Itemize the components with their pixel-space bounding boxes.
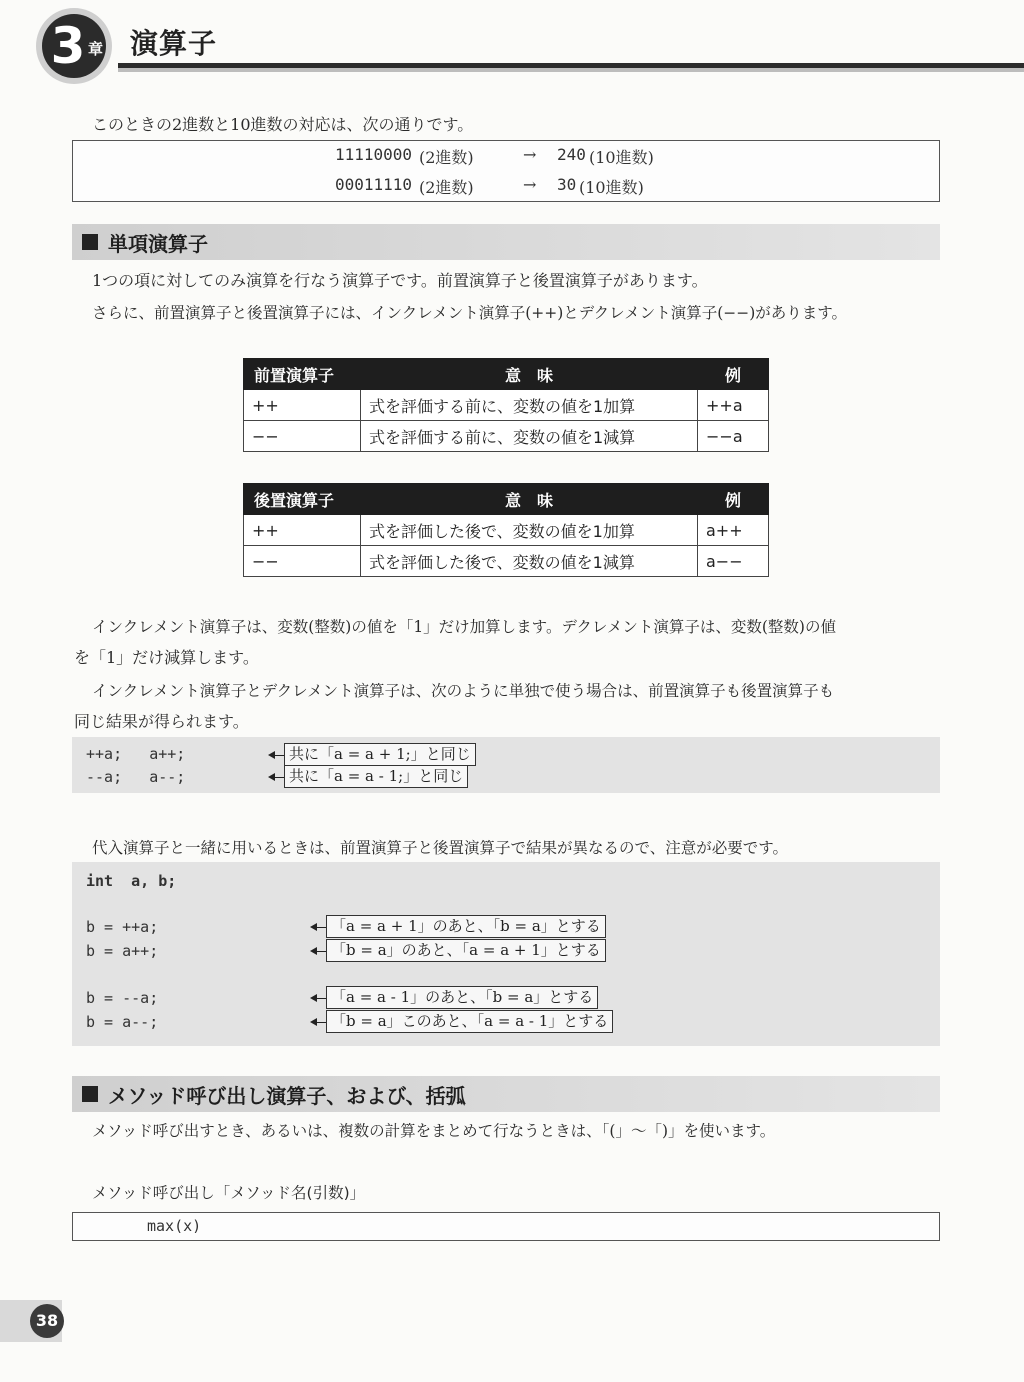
table-header: 意 味 <box>361 484 698 515</box>
chapter-number: 3 <box>50 17 86 75</box>
code-line: b = ++a; <box>86 918 159 936</box>
intro-text: このときの2進数と10進数の対応は、次の通りです。 <box>92 115 474 134</box>
code-line: b = a++; <box>86 942 159 960</box>
header-rule-shadow <box>118 68 1024 72</box>
chapter-badge <box>36 8 116 84</box>
postfix-operator-table <box>243 483 769 577</box>
arrow-left-icon <box>312 951 326 952</box>
table-row <box>244 390 769 421</box>
arrow: → <box>523 145 537 164</box>
arrow-left-icon <box>270 755 284 756</box>
binary-value: 00011110 <box>335 175 413 194</box>
section-heading-method <box>72 1076 940 1112</box>
binary-suffix: (2進数) <box>419 148 474 167</box>
decimal-value: 30 <box>557 175 577 194</box>
prefix-operator-table <box>243 358 769 452</box>
table-header: 例 <box>698 484 769 515</box>
table-cell: a++ <box>698 515 769 546</box>
bullet-square-icon <box>82 1086 98 1102</box>
bullet-square-icon <box>82 234 98 250</box>
table-cell: ++ <box>244 515 361 546</box>
table-row <box>244 515 769 546</box>
section-heading-text: 単項演算子 <box>108 232 208 256</box>
unary-paragraph-2: さらに、前置演算子と後置演算子には、インクレメント演算子(++)とデクレメント演算子(−−)があります。 <box>92 304 848 322</box>
table-row <box>244 546 769 577</box>
code-note: 「a = a - 1」のあと、「b = a」とする <box>326 986 598 1009</box>
code-note: 「a = a + 1」のあと、「b = a」とする <box>326 915 606 938</box>
method-paragraph: メソッド呼び出すとき、あるいは、複数の計算をまとめて行なうときは、「(」〜「)」を使います。 <box>92 1122 776 1140</box>
chapter-kanji: 章 <box>88 40 104 58</box>
code-line: ++a; a++; <box>86 745 186 763</box>
standalone-paragraph-line-2: 同じ結果が得られます。 <box>74 712 249 731</box>
method-label: メソッド呼び出し「メソッド名(引数)」 <box>92 1184 366 1202</box>
code-note: 「b = a」このあと、「a = a - 1」とする <box>326 1010 613 1033</box>
table-header: 前置演算子 <box>244 359 361 390</box>
arrow-left-icon <box>270 777 284 778</box>
method-code-box <box>72 1212 940 1241</box>
arrow-left-icon <box>312 998 326 999</box>
standalone-code-panel <box>72 737 940 793</box>
standalone-paragraph-line-1: インクレメント演算子とデクレメント演算子は、次のように単独で使う場合は、前置演算子も後置演算子も <box>92 682 835 700</box>
table-cell: 式を評価する前に、変数の値を1加算 <box>361 390 698 421</box>
binary-value: 11110000 <box>335 145 413 164</box>
unary-paragraph-1: 1つの項に対してのみ演算を行なう演算子です。前置演算子と後置演算子があります。 <box>92 271 708 290</box>
increment-paragraph-line-2: を「1」だけ減算します。 <box>74 648 259 667</box>
table-cell: −− <box>244 546 361 577</box>
table-cell: ++ <box>244 390 361 421</box>
table-row <box>244 421 769 452</box>
table-header-row <box>244 484 769 515</box>
binary-conversion-box <box>72 140 940 202</box>
binary-suffix: (2進数) <box>419 178 474 197</box>
table-cell: ++a <box>698 390 769 421</box>
table-header-row <box>244 359 769 390</box>
decimal-suffix: (10進数) <box>579 178 644 197</box>
table-header: 意 味 <box>361 359 698 390</box>
arrow-left-icon <box>312 1022 326 1023</box>
table-cell: −− <box>244 421 361 452</box>
code-note: 共に「a = a + 1;」と同じ <box>284 743 476 766</box>
decimal-suffix: (10進数) <box>589 148 654 167</box>
assignment-paragraph: 代入演算子と一緒に用いるときは、前置演算子と後置演算子で結果が異なるので、注意が必要です。 <box>92 839 788 857</box>
code-note: 「b = a」のあと、「a = a + 1」とする <box>326 939 606 962</box>
table-cell: 式を評価する前に、変数の値を1減算 <box>361 421 698 452</box>
table-cell: −−a <box>698 421 769 452</box>
code-declaration: int a, b; <box>86 872 177 890</box>
table-header: 例 <box>698 359 769 390</box>
code-note: 共に「a = a - 1;」と同じ <box>284 765 468 788</box>
table-cell: 式を評価した後で、変数の値を1減算 <box>361 546 698 577</box>
increment-paragraph-line-1: インクレメント演算子は、変数(整数)の値を「1」だけ加算します。デクレメント演算子は、変数(整数)の値 <box>92 618 836 636</box>
code-line: b = --a; <box>86 989 159 1007</box>
table-cell: a−− <box>698 546 769 577</box>
table-cell: 式を評価した後で、変数の値を1加算 <box>361 515 698 546</box>
arrow-left-icon <box>312 927 326 928</box>
arrow: → <box>523 175 537 194</box>
table-header: 後置演算子 <box>244 484 361 515</box>
code-line: --a; a--; <box>86 768 186 786</box>
assignment-code-panel <box>72 862 940 1046</box>
decimal-value: 240 <box>557 145 586 164</box>
chapter-title: 演算子 <box>130 27 218 60</box>
section-heading-text: メソッド呼び出し演算子、および、括弧 <box>108 1084 466 1108</box>
code-line: b = a--; <box>86 1013 159 1031</box>
code-line: max(x) <box>147 1217 202 1235</box>
page-number: 38 <box>30 1304 64 1338</box>
section-heading-unary <box>72 224 940 260</box>
